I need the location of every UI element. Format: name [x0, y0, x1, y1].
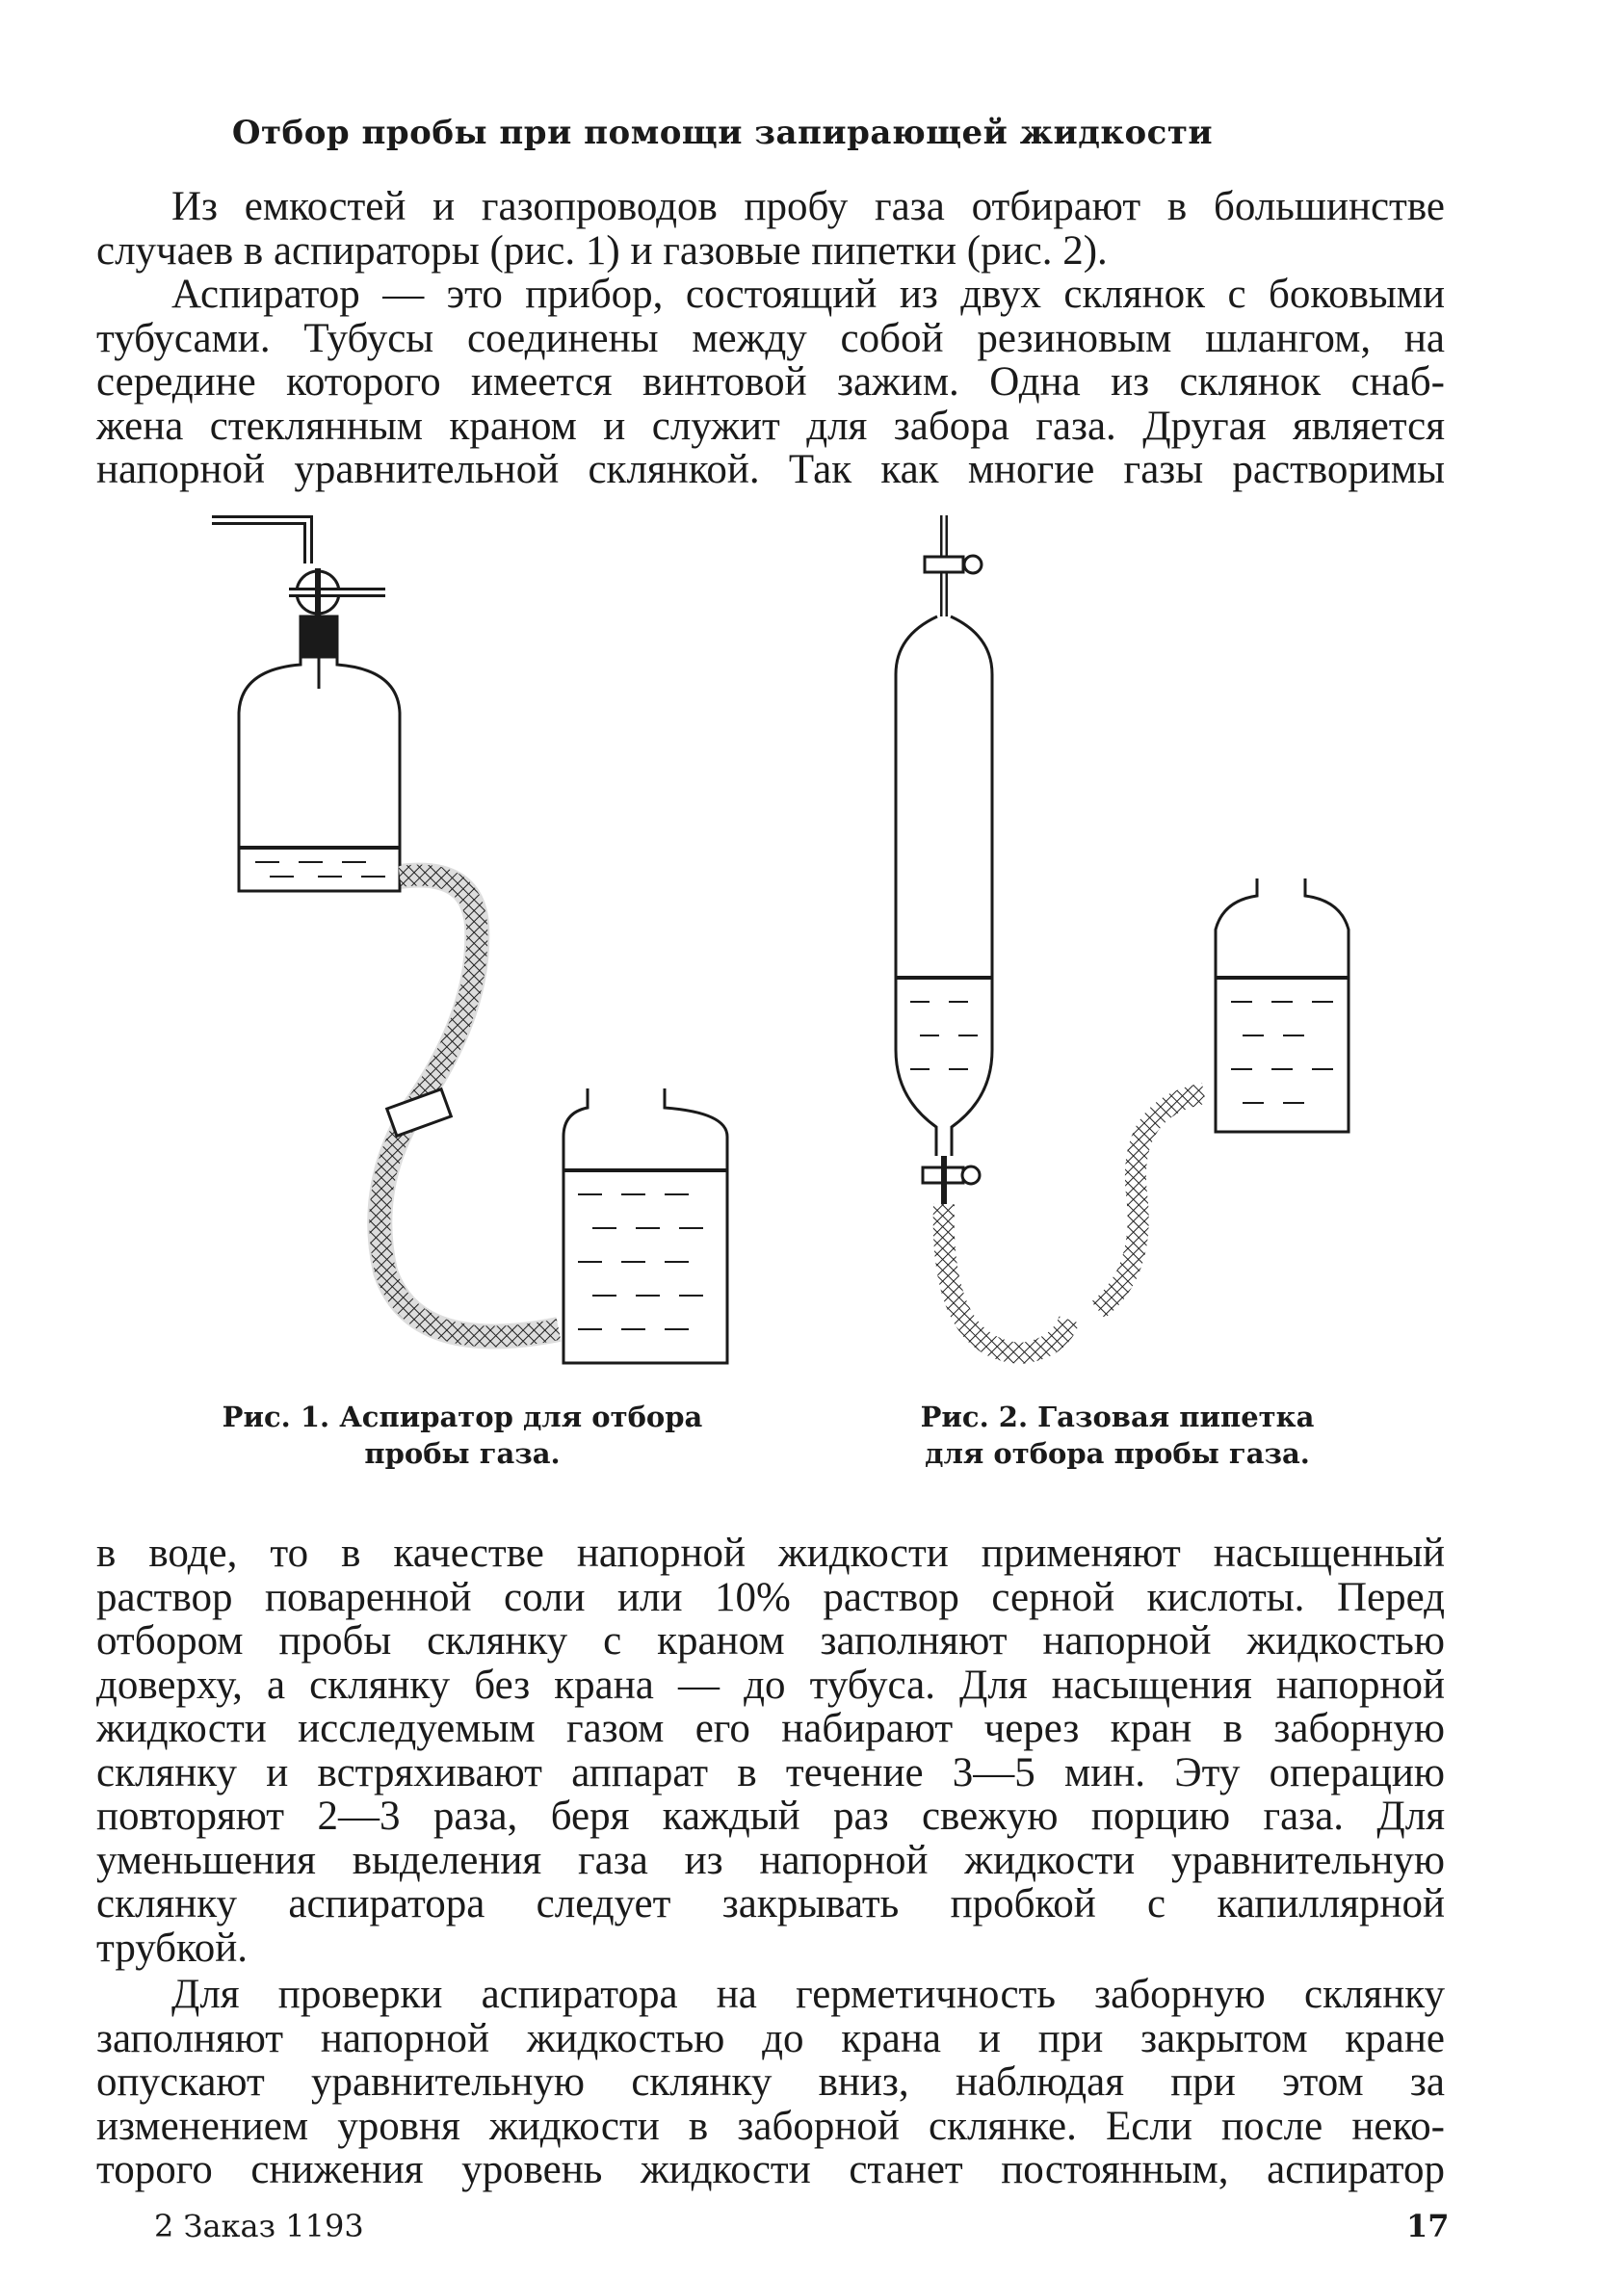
caption-line: Рис. 2. Газовая пипетка [920, 1401, 1315, 1433]
text-line: Аспиратор — это прибор, состоящий из двух склянок с боковыми [171, 272, 1445, 317]
figure-2-caption [828, 1399, 1406, 1472]
paragraph-3 [96, 1532, 1445, 1970]
text-line: тубусами. Тубусы соединены между собой резиновым шлангом, на [96, 315, 1445, 361]
section-heading: Отбор пробы при помощи запирающей жидкости [231, 114, 1214, 152]
figure-2-gas-pipette-diagram [896, 515, 1349, 1353]
text-line: случаев в аспираторы (рис. 1) и газовые пипетки (рис. 2). [96, 227, 1108, 274]
text-line: Для проверки аспиратора на герметичность заборную склянку [171, 1972, 1445, 2017]
text-line: опускают уравнительную склянку вниз, наблюдая при этом за [96, 2059, 1445, 2105]
text-line: трубкой. [96, 1925, 249, 1971]
text-line: раствор поваренной соли или 10% раствор серной кислоты. Перед [96, 1574, 1445, 1620]
text-line: напорной уравнительной склянкой. Так как многие газы растворимы [96, 447, 1445, 492]
page-number: 17 [1406, 2208, 1450, 2244]
text-line: склянку и встряхивают аппарат в течение 3—5 мин. Эту операцию [96, 1749, 1445, 1795]
text-line: жидкости исследуемым газом его набирают через кран в заборную [96, 1706, 1445, 1751]
text-line: торого снижения уровень жидкости станет постоянным, аспиратор [96, 2147, 1445, 2192]
text-line: жена стеклянным краном и служит для забора газа. Другая является [96, 403, 1445, 449]
caption-line: Рис. 1. Аспиратор для отбора [222, 1401, 703, 1433]
footer-signature: 2 Заказ 1193 [154, 2208, 364, 2244]
text-line: склянку аспиратора следует закрывать пробкой с капиллярной [96, 1881, 1445, 1926]
figure-1-caption [173, 1399, 751, 1472]
figure-1-aspirator-diagram [212, 520, 727, 1363]
text-line: середине которого имеется винтовой зажим. Одна из склянок снаб- [96, 359, 1445, 405]
text-line: доверху, а склянку без крана — до тубуса. Для насыщения напорной [96, 1662, 1445, 1708]
text-line: повторяют 2—3 раза, беря каждый раз свежую порцию газа. Для [96, 1794, 1445, 1839]
text-line: в воде, то в качестве напорной жидкости применяют насыщенный [96, 1531, 1445, 1576]
caption-line: пробы газа. [364, 1437, 561, 1470]
text-line: заполняют напорной жидкостью до крана и при закрытом кране [96, 2015, 1445, 2061]
text-line: отбором пробы склянку с краном заполняют напорной жидкостью [96, 1618, 1445, 1664]
paragraph-4 [96, 1973, 1445, 2192]
caption-line: для отбора пробы газа. [925, 1437, 1310, 1470]
text-line: Из емкостей и газопроводов пробу газа отбирают в большинстве [171, 184, 1445, 229]
text-line: изменением уровня жидкости в заборной склянке. Если после неко- [96, 2103, 1445, 2149]
text-line: уменьшения выделения газа из напорной жидкости уравнительную [96, 1837, 1445, 1883]
